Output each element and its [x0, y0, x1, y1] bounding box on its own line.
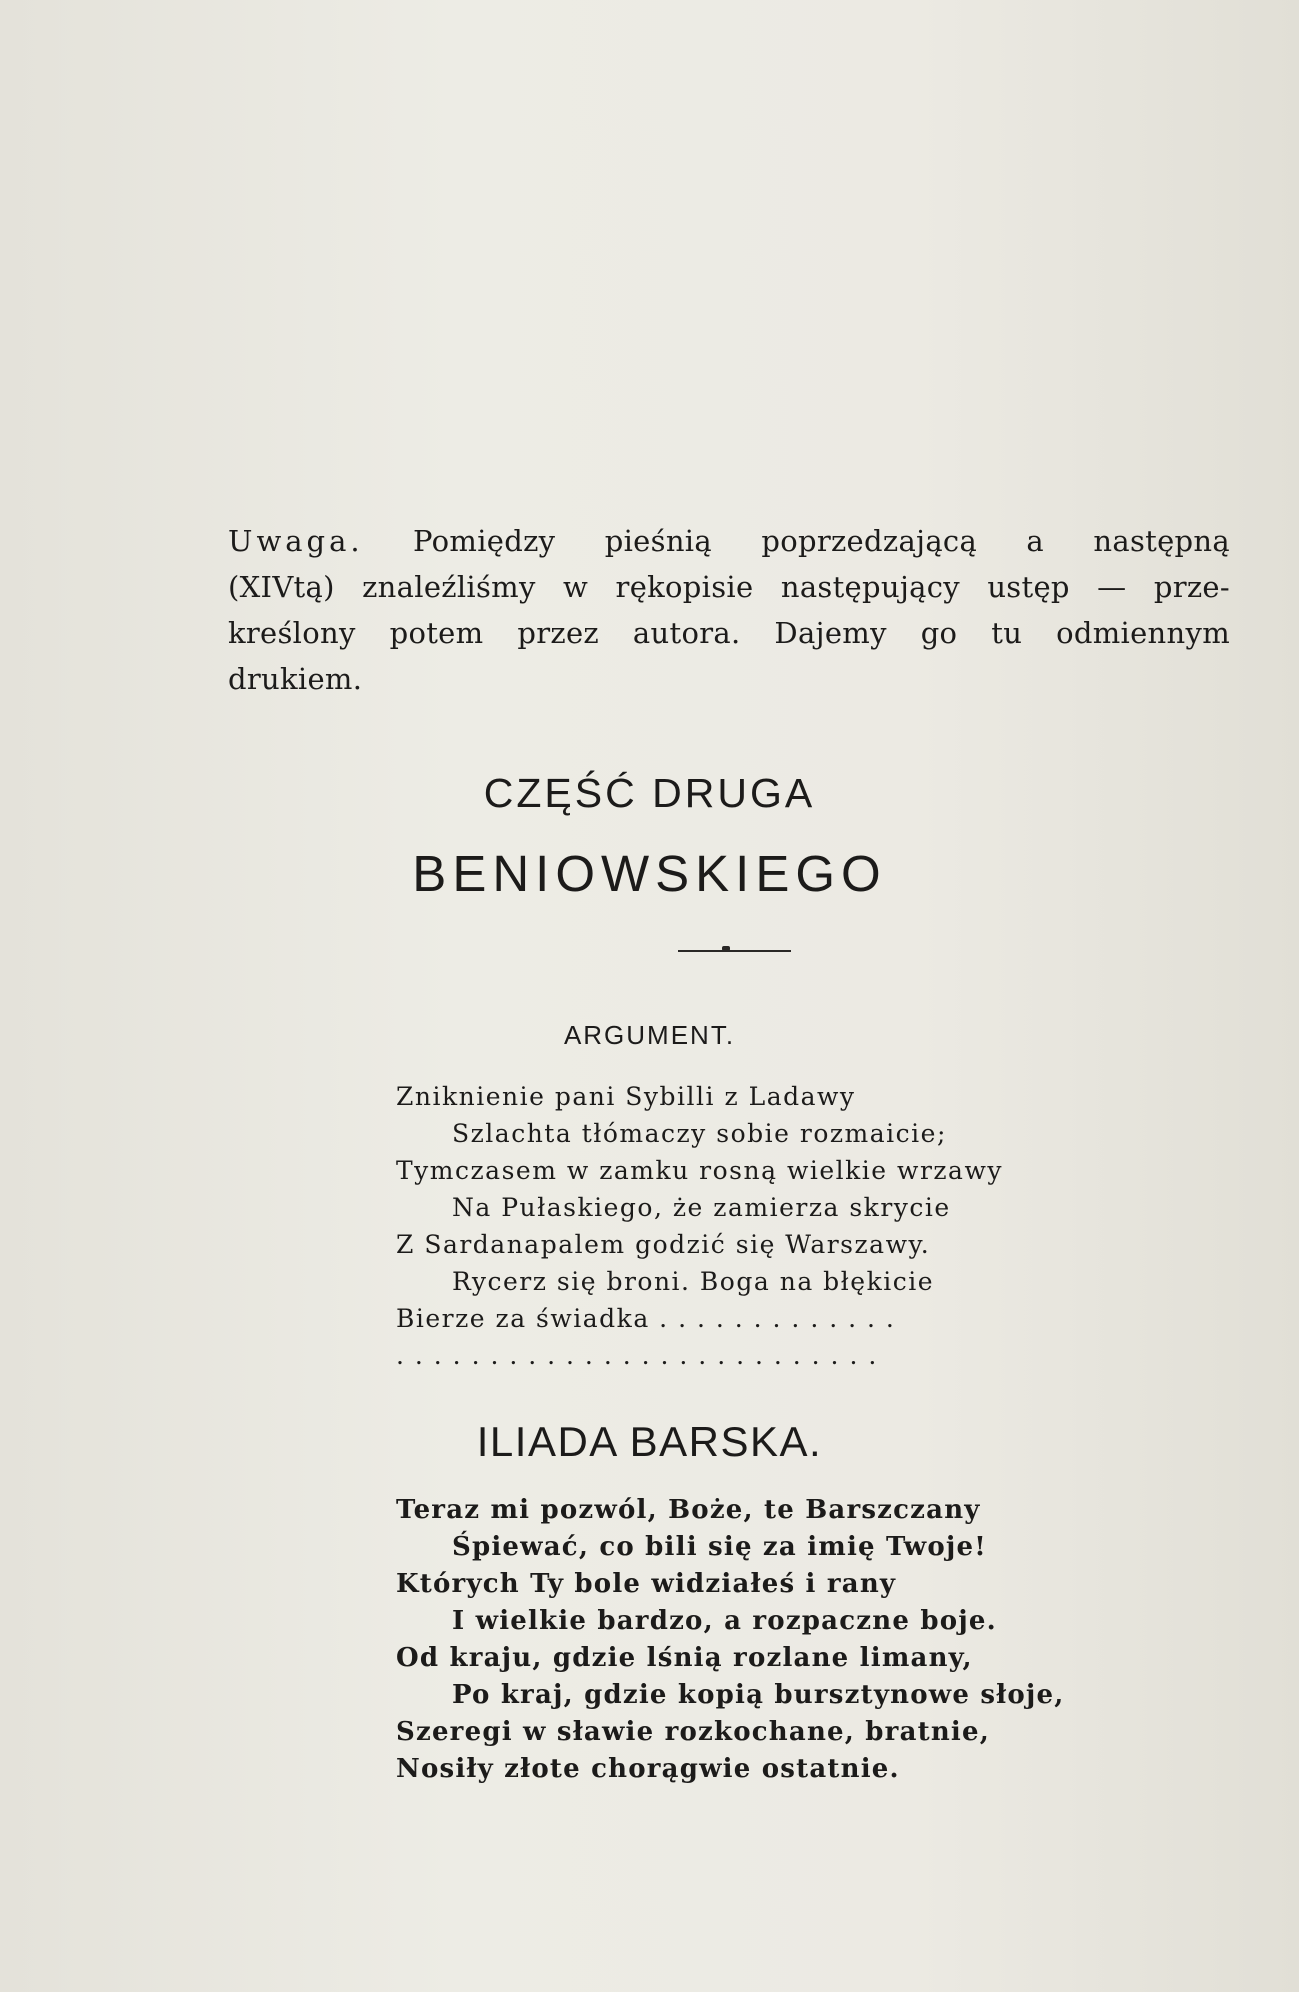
- verse-line: Szlachta tłómaczy sobie rozmaicie;: [452, 1119, 947, 1148]
- verse-line: Śpiewać, co bili się za imię Twoje!: [452, 1532, 987, 1562]
- divider-rule: [678, 950, 791, 952]
- section-heading: ILIADA BARSKA.: [476, 1418, 823, 1465]
- verse-line: Teraz mi pozwól, Boże, te Barszczany: [396, 1495, 981, 1525]
- note-line: Uwaga. Pomiędzy pieśnią poprzedzającą a następną: [228, 524, 1230, 558]
- verse-line: Od kraju, gdzie lśnią rozlane limany,: [396, 1643, 973, 1673]
- verse-line: Z Sardanapalem godzić się Warszawy.: [396, 1230, 931, 1259]
- argument-heading: ARGUMENT.: [563, 1020, 736, 1050]
- editorial-note: [228, 518, 1230, 702]
- verse-line: Których Ty bole widziałeś i rany: [396, 1569, 897, 1599]
- verse-line: Tymczasem w zamku rosną wielkie wrzawy: [396, 1156, 1003, 1185]
- verse-line: Po kraj, gdzie kopią bursztynowe słoje,: [452, 1680, 1065, 1710]
- verse-line: I wielkie bardzo, a rozpaczne boje.: [452, 1606, 997, 1636]
- note-line: (XIVtą) znaleźliśmy w rękopisie następujący ustęp — prze-: [228, 570, 1230, 604]
- divider-ornament: [722, 946, 730, 951]
- argument-verse: [396, 1078, 1076, 1374]
- note-line: kreślony potem przez autora. Dajemy go tu odmiennym: [228, 616, 1230, 650]
- iliada-verse: [396, 1492, 1096, 1788]
- verse-line: Na Pułaskiego, że zamierza skrycie: [452, 1193, 951, 1222]
- verse-line: Rycerz się broni. Boga na błękicie: [452, 1267, 935, 1296]
- verse-line: Zniknienie pani Sybilli z Ladawy: [396, 1082, 856, 1111]
- work-title: BENIOWSKIEGO: [412, 845, 887, 902]
- part-title: CZĘŚĆ DRUGA: [483, 770, 816, 816]
- note-line: drukiem.: [228, 662, 363, 696]
- ellipsis-line: . . . . . . . . . . . . . . . . . . . . . . . . . .: [396, 1341, 878, 1370]
- verse-line: Bierze za świadka . . . . . . . . . . . . .: [396, 1304, 896, 1333]
- verse-line: Szeregi w sławie rozkochane, bratnie,: [396, 1717, 991, 1747]
- verse-line: Nosiły złote chorągwie ostatnie.: [396, 1754, 900, 1784]
- note-lead: Uwaga.: [228, 524, 364, 558]
